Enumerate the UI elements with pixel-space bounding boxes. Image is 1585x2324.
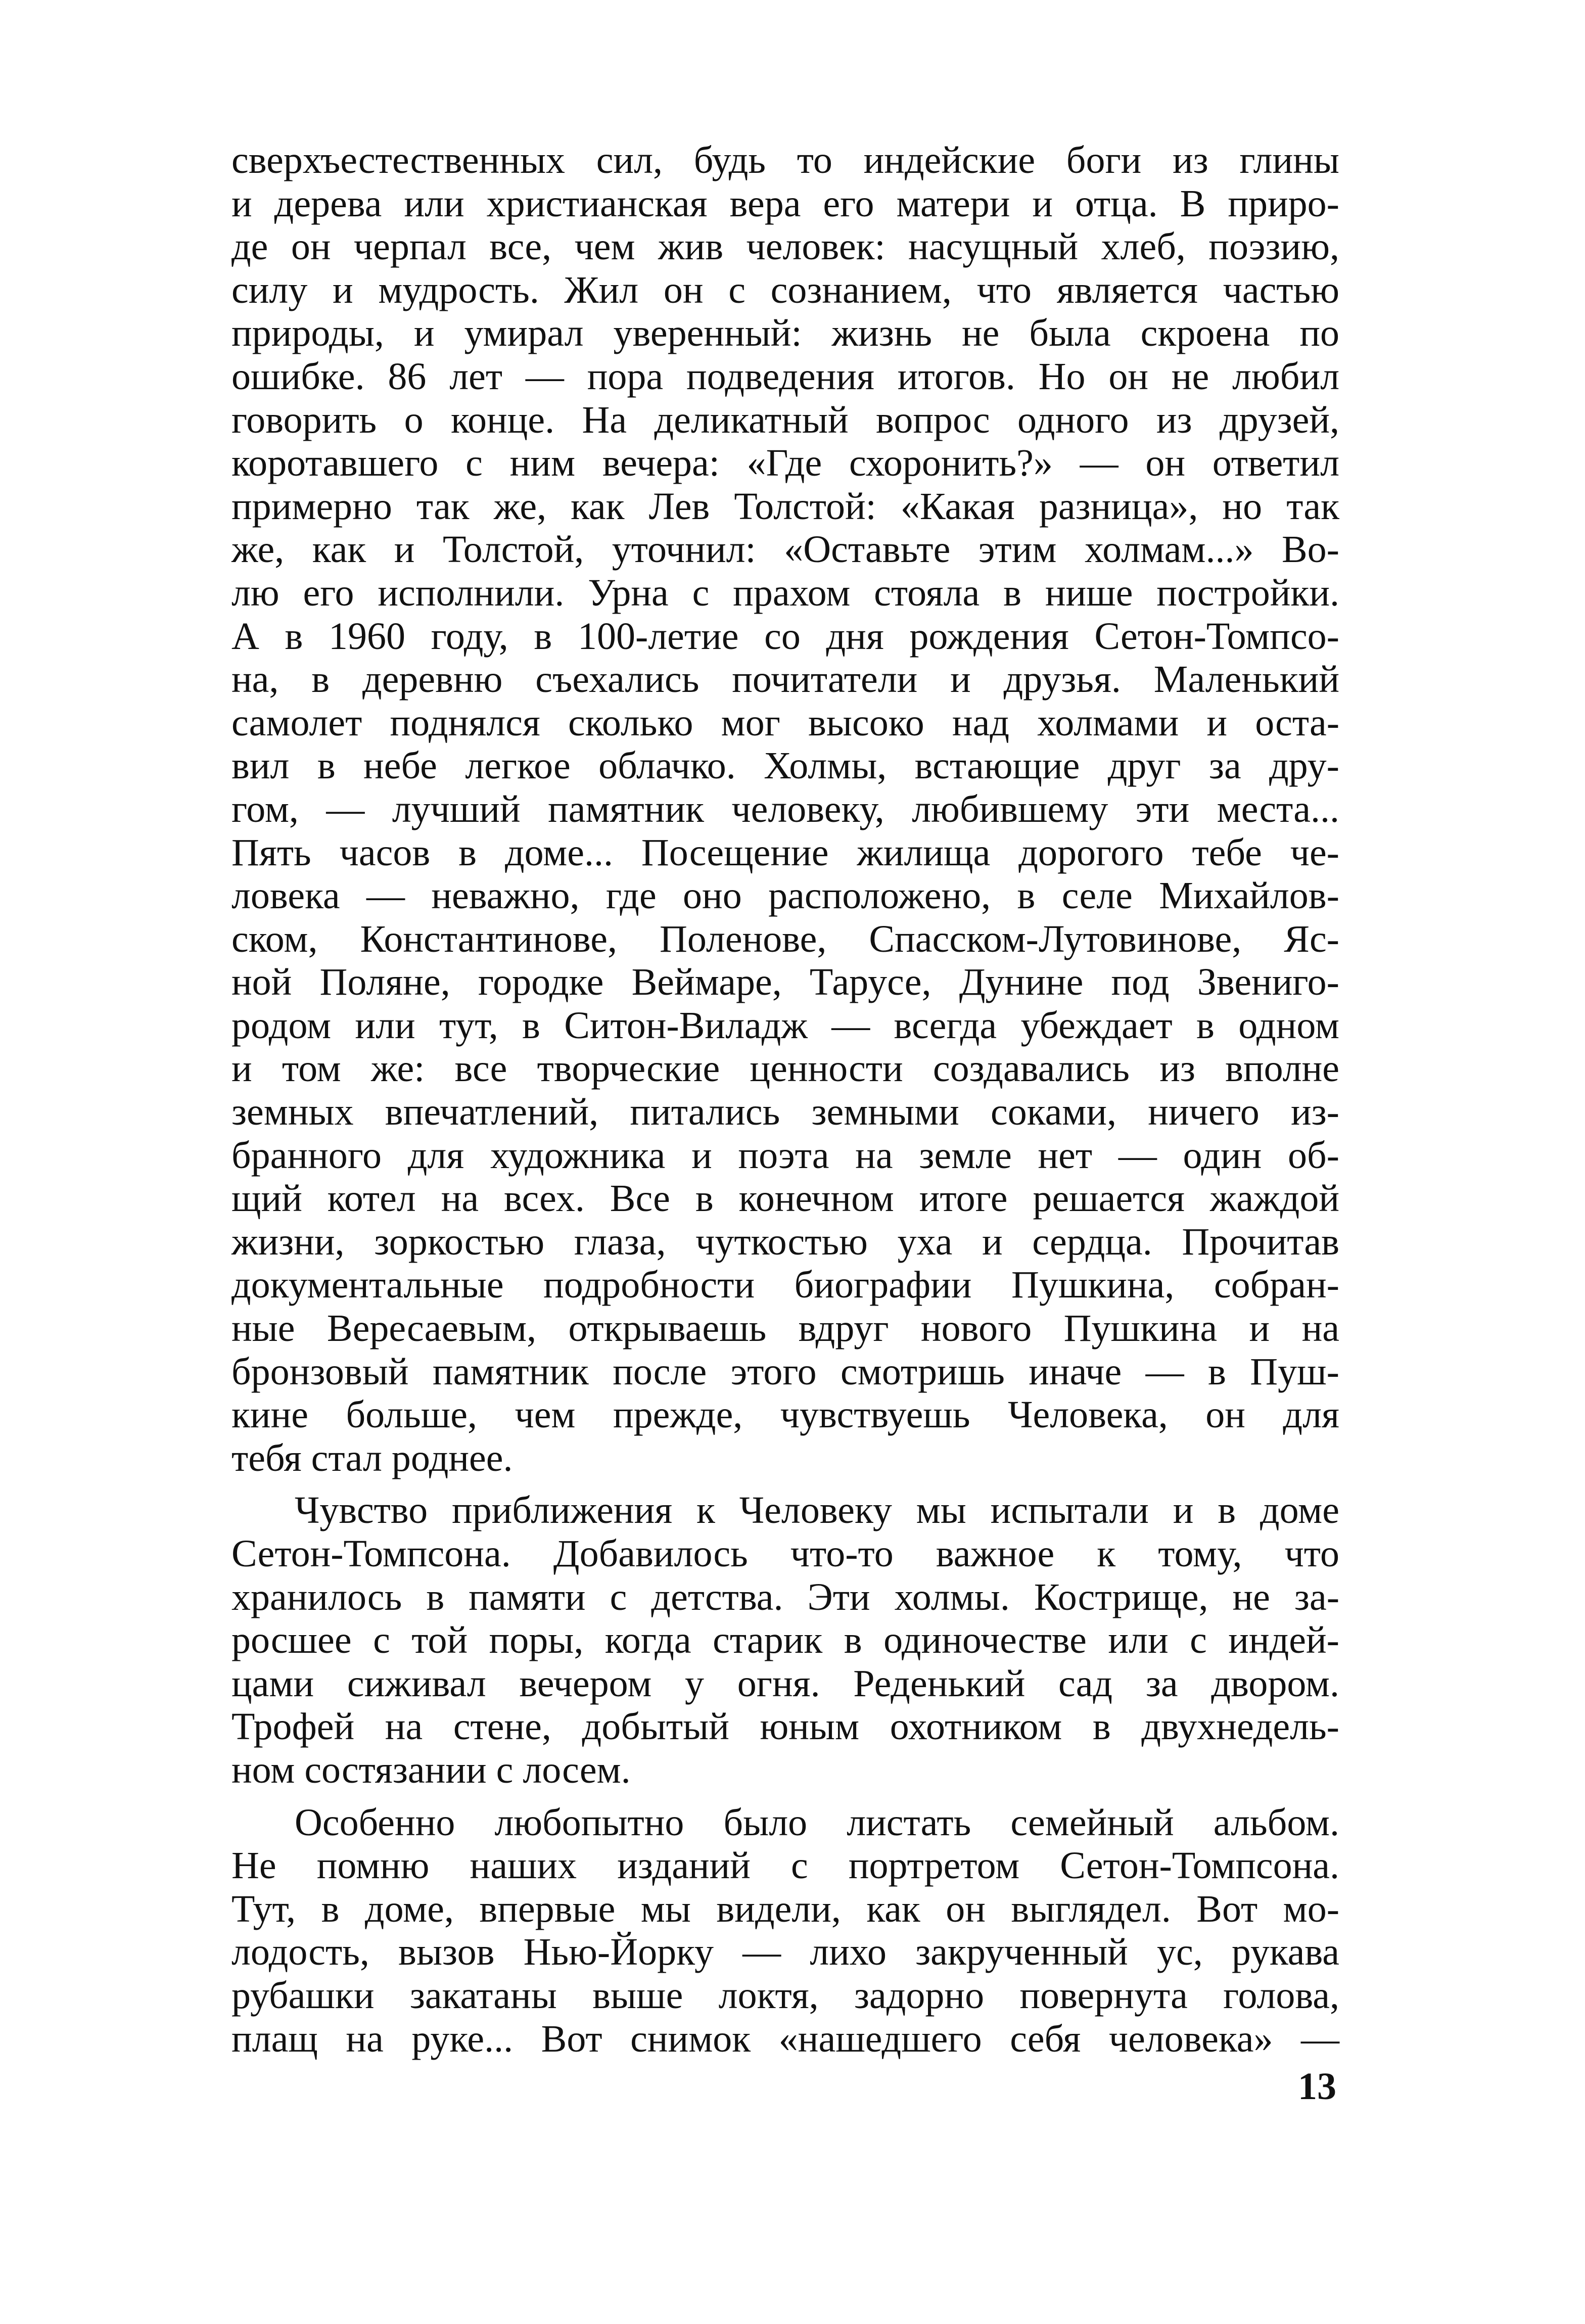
text-line: и том же: все творческие ценности создавались из вполне <box>231 1047 1339 1090</box>
text-line: лодость, вызов Нью-Йорку — лихо закрученный ус, рукава <box>231 1931 1339 1974</box>
text-line: природы, и умирал уверенный: жизнь не была скроена по <box>231 312 1339 355</box>
text-line: ные Вересаевым, открываешь вдруг нового Пушкина и на <box>231 1307 1339 1350</box>
paragraph-3 <box>231 1801 1339 2061</box>
text-line: на, в деревню съехались почитатели и друзья. Маленький <box>231 658 1339 701</box>
paragraph-spacer <box>231 1480 1339 1489</box>
text-line: же, как и Толстой, уточнил: «Оставьте этим холмам...» Во- <box>231 528 1339 571</box>
text-line: росшее с той поры, когда старик в одиночестве или с индей- <box>231 1619 1339 1662</box>
text-line: силу и мудрость. Жил он с сознанием, что является частью <box>231 268 1339 311</box>
text-line: вил в небе легкое облачко. Холмы, встающие друг за дру- <box>231 745 1339 787</box>
text-line: примерно так же, как Лев Толстой: «Какая разница», но так <box>231 485 1339 528</box>
text-line: ном состязании с лосем. <box>231 1748 631 1791</box>
page-text <box>231 139 1339 2061</box>
text-line: хранилось в памяти с детства. Эти холмы. Кострище, не за- <box>231 1575 1339 1618</box>
text-line: Особенно любопытно было листать семейный альбом. <box>295 1801 1339 1844</box>
text-line: кине больше, чем прежде, чувствуешь Человека, он для <box>231 1393 1339 1436</box>
text-line: тебя стал роднее. <box>231 1436 513 1479</box>
text-line: де он черпал все, чем жив человек: насущный хлеб, поэзию, <box>231 225 1339 268</box>
text-line: бронзовый памятник после этого смотришь иначе — в Пуш- <box>231 1350 1339 1393</box>
text-line: родом или тут, в Ситон-Виладж — всегда убеждает в одном <box>231 1004 1339 1047</box>
text-line: плащ на руке... Вот снимок «нашедшего себя человека» — <box>231 2017 1339 2060</box>
page-number: 13 <box>1298 2065 1336 2108</box>
text-line: сверхъестественных сил, будь то индейские боги из глины <box>231 139 1339 181</box>
text-line: Тут, в доме, впервые мы видели, как он выглядел. Вот мо- <box>231 1887 1339 1930</box>
text-line: документальные подробности биографии Пушкина, собран- <box>231 1264 1339 1307</box>
text-line: лю его исполнили. Урна с прахом стояла в нише постройки. <box>231 571 1339 614</box>
paragraph-2 <box>231 1489 1339 1792</box>
text-line: ошибке. 86 лет — пора подведения итогов. Но он не любил <box>231 355 1339 398</box>
text-line: щий котел на всех. Все в конечном итоге решается жаждой <box>231 1177 1339 1220</box>
text-line: Чувство приближения к Человеку мы испытали и в доме <box>295 1489 1339 1532</box>
text-line: Сетон-Томпсона. Добавилось что-то важное к тому, что <box>231 1532 1339 1575</box>
text-line: коротавшего с ним вечера: «Где схоронить?» — он ответил <box>231 442 1339 485</box>
text-line: самолет поднялся сколько мог высоко над холмами и оста- <box>231 701 1339 744</box>
text-line: жизни, зоркостью глаза, чуткостью уха и сердца. Прочитав <box>231 1220 1339 1263</box>
text-line: цами сиживал вечером у огня. Реденький сад за двором. <box>231 1662 1339 1705</box>
text-line: ловека — неважно, где оно расположено, в селе Михайлов- <box>231 874 1339 917</box>
text-line: Трофей на стене, добытый юным охотником в двухнедель- <box>231 1705 1339 1748</box>
text-line: земных впечатлений, питались земными соками, ничего из- <box>231 1091 1339 1134</box>
text-line: Пять часов в доме... Посещение жилища дорогого тебе че- <box>231 831 1339 874</box>
text-line: ском, Константинове, Поленове, Спасском-Лутовинове, Яс- <box>231 917 1339 960</box>
text-line: и дерева или христианская вера его матери и отца. В приро- <box>231 182 1339 225</box>
text-line: рубашки закатаны выше локтя, задорно повернута голова, <box>231 1974 1339 2017</box>
paragraph-spacer <box>231 1792 1339 1801</box>
text-line: А в 1960 году, в 100-летие со дня рождения Сетон-Томпсо- <box>231 615 1339 658</box>
text-line: бранного для художника и поэта на земле нет — один об- <box>231 1134 1339 1177</box>
paragraph-1 <box>231 139 1339 1480</box>
text-line: ной Поляне, городке Веймаре, Тарусе, Дунине под Звениго- <box>231 961 1339 1004</box>
text-line: говорить о конце. На деликатный вопрос одного из друзей, <box>231 398 1339 441</box>
text-line: Не помню наших изданий с портретом Сетон-Томпсона. <box>231 1844 1339 1887</box>
text-line: гом, — лучший памятник человеку, любившему эти места... <box>231 787 1339 830</box>
